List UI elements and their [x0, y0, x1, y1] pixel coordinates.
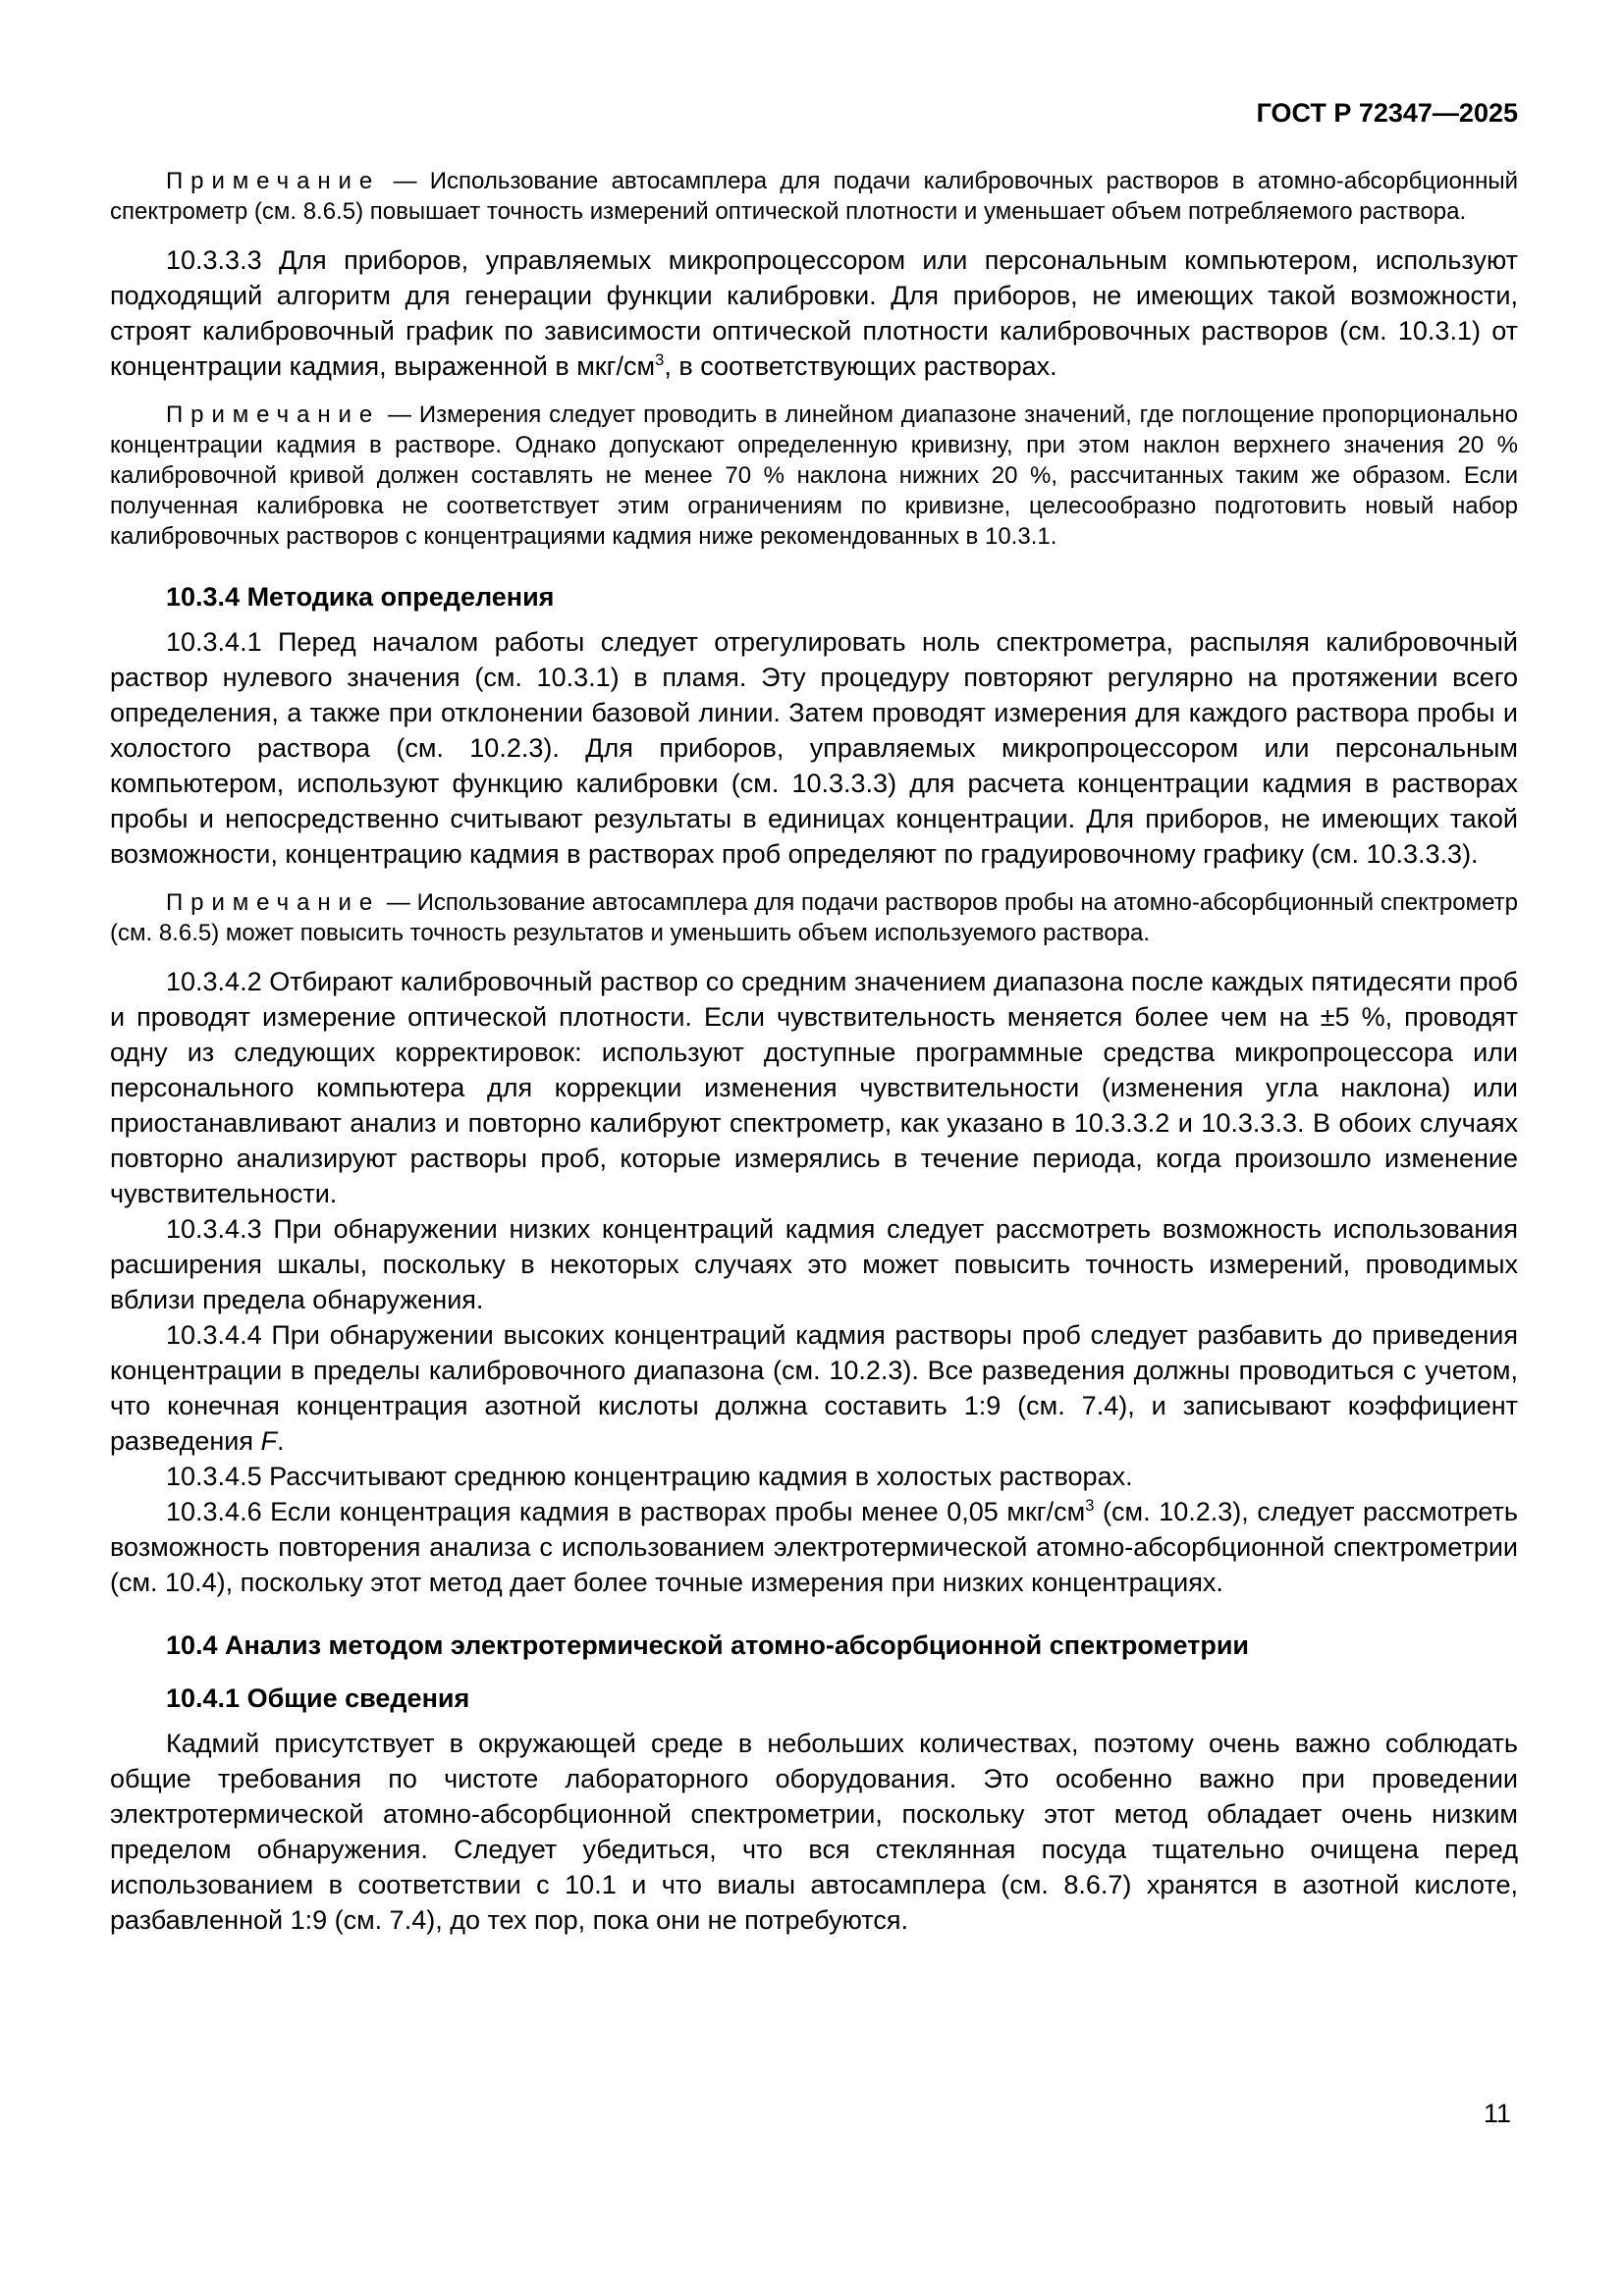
paragraph-10-3-4-4 [110, 1317, 1518, 1459]
paragraph-10-3-4-6 [110, 1494, 1518, 1600]
note-3-label: Примечание [166, 889, 381, 916]
doc-number: ГОСТ Р 72347—2025 [1256, 98, 1518, 128]
heading-10-4-1: 10.4.1 Общие сведения [166, 1683, 470, 1713]
note-2 [110, 400, 1518, 552]
dilution-factor-symbol: F [260, 1426, 277, 1456]
paragraph-10-3-4-1: 10.3.4.1 Перед началом работы следует отрегулировать ноль спектрометра, распыляя калибровочный раствор нулевого значения (см. 10.3.1) в пламя. Эту процедуру повторяют регулярно на протяжении всего определения, а также при отклонении базовой линии. Затем проводят измерения для каждого раствора пробы и холостого раствора (см. 10.2.3). Для приборов, управляемых микропроцессором или персональным компьютером, используют функцию калибровки (см. 10.3.3.3) для расчета концентрации кадмия в растворах пробы и непосредственно считывают результаты в единицах концентрации. Для приборов, не имеющих такой возможности, концентрацию кадмия в растворах проб определяют по градуировочному графику (см. 10.3.3.3). [110, 627, 1518, 869]
paragraph-10-3-4-4-text-a: 10.3.4.4 При обнаружении высоких концентраций кадмия растворы проб следует разбавить до приведения концентрации в пределы калибровочного диапазона (см. 10.2.3). Все разведения должны проводиться с учетом, что конечная концентрация азотной кислоты должна составить 1:9 (см. 7.4), и записывают коэффициент разведения [110, 1320, 1518, 1456]
paragraph-10-3-3-3-text-a: 10.3.3.3 Для приборов, управляемых микропроцессором или персональным компьютером, используют подходящий алгоритм для генерации функции калибровки. Для приборов, не имеющих такой возможности, строят калибровочный график по зависимости оптической плотности калибровочных растворов (см. 10.3.1) от концентрации кадмия, выраженной в мкг/см [110, 245, 1518, 381]
note-1-label: Примечание [166, 168, 381, 194]
note-1 [110, 166, 1518, 227]
page-number: 11 [1483, 2099, 1511, 2128]
superscript-cubed: 3 [1085, 1496, 1095, 1515]
note-2-label: Примечание [166, 401, 381, 428]
paragraph-10-3-3-3-text-b: , в соответствующих растворах. [664, 351, 1057, 381]
paragraph-10-3-4-3: 10.3.4.3 При обнаружении низких концентраций кадмия следует рассмотреть возможность использования расширения шкалы, поскольку в некоторых случаях это может повысить точность измерений, проводимых вблизи предела обнаружения. [110, 1214, 1518, 1314]
note-3 [110, 887, 1518, 948]
paragraph-10-3-4-5: 10.3.4.5 Рассчитывают среднюю концентрацию кадмия в холостых растворах. [166, 1462, 1133, 1491]
paragraph-10-3-4-6-text-b: (см. 10.2.3), следует рассмотреть возможность повторения анализа с использованием электротермической атомно-абсорбционной спектрометрии (см. 10.4), поскольку этот метод дает более точные измерения при низких концентрациях. [110, 1497, 1518, 1597]
paragraph-10-4-1: Кадмий присутствует в окружающей среде в небольших количествах, поэтому очень важно соблюдать общие требования по чистоте лабораторного оборудования. Это особенно важно при проведении электротермической атомно-абсорбционной спектрометрии, поскольку этот метод обладает очень низким пределом обнаружения. Следует убедиться, что вся стеклянная посуда тщательно очищена перед использованием в соответствии с 10.1 и что виалы автосамплера (см. 8.6.7) хранятся в азотной кислоте, разбавленной 1:9 (см. 7.4), до тех пор, пока они не потребуются. [110, 1729, 1518, 1935]
note-1-text: — Использование автосамплера для подачи калибровочных растворов в атомно-абсорбционный спектрометр (см. 8.6.5) повышает точность измерений оптической плотности и уменьшает объем потребляемого раствора. [110, 168, 1518, 225]
note-2-text: — Измерения следует проводить в линейном диапазоне значений, где поглощение пропорционально концентрации кадмия в растворе. Однако допускают определенную кривизну, при этом наклон верхнего значения 20 % калибровочной кривой должен составлять не менее 70 % наклона нижних 20 %, рассчитанных таким же образом. Если полученная калибровка не соответствует этим ограничениям по кривизне, целесообразно подготовить новый набор калибровочных растворов с концентрациями кадмия ниже рекомендованных в 10.3.1. [110, 401, 1519, 550]
heading-10-3-4: 10.3.4 Методика определения [166, 582, 555, 612]
paragraph-10-3-3-3 [110, 242, 1518, 384]
superscript-cubed: 3 [655, 350, 665, 369]
paragraph-10-3-4-4-text-b: . [276, 1426, 285, 1456]
paragraph-10-3-4-6-text-a: 10.3.4.6 Если концентрация кадмия в растворах пробы менее 0,05 мкг/см [166, 1497, 1086, 1526]
heading-10-4: 10.4 Анализ методом электротермической атомно-абсорбционной спектрометрии [166, 1630, 1250, 1660]
note-3-text: — Использование автосамплера для подачи растворов пробы на атомно-абсорбционный спектрометр (см. 8.6.5) может повысить точность результатов и уменьшить объем используемого раствора. [110, 889, 1519, 946]
document-body [110, 166, 1518, 1938]
paragraph-10-3-4-2: 10.3.4.2 Отбирают калибровочный раствор со средним значением диапазона после каждых пятидесяти проб и проводят измерение оптической плотности. Если чувствительность меняется более чем на ±5 %, проводят одну из следующих корректировок: используют доступные программные средства микропроцессора или персонального компьютера для коррекции изменения чувствительности (изменения угла наклона) или приостанавливают анализ и повторно калибруют спектрометр, как указано в 10.3.3.2 и 10.3.3.3. В обоих случаях повторно анализируют растворы проб, которые измерялись в течение периода, когда произошло изменение чувствительности. [110, 967, 1518, 1208]
